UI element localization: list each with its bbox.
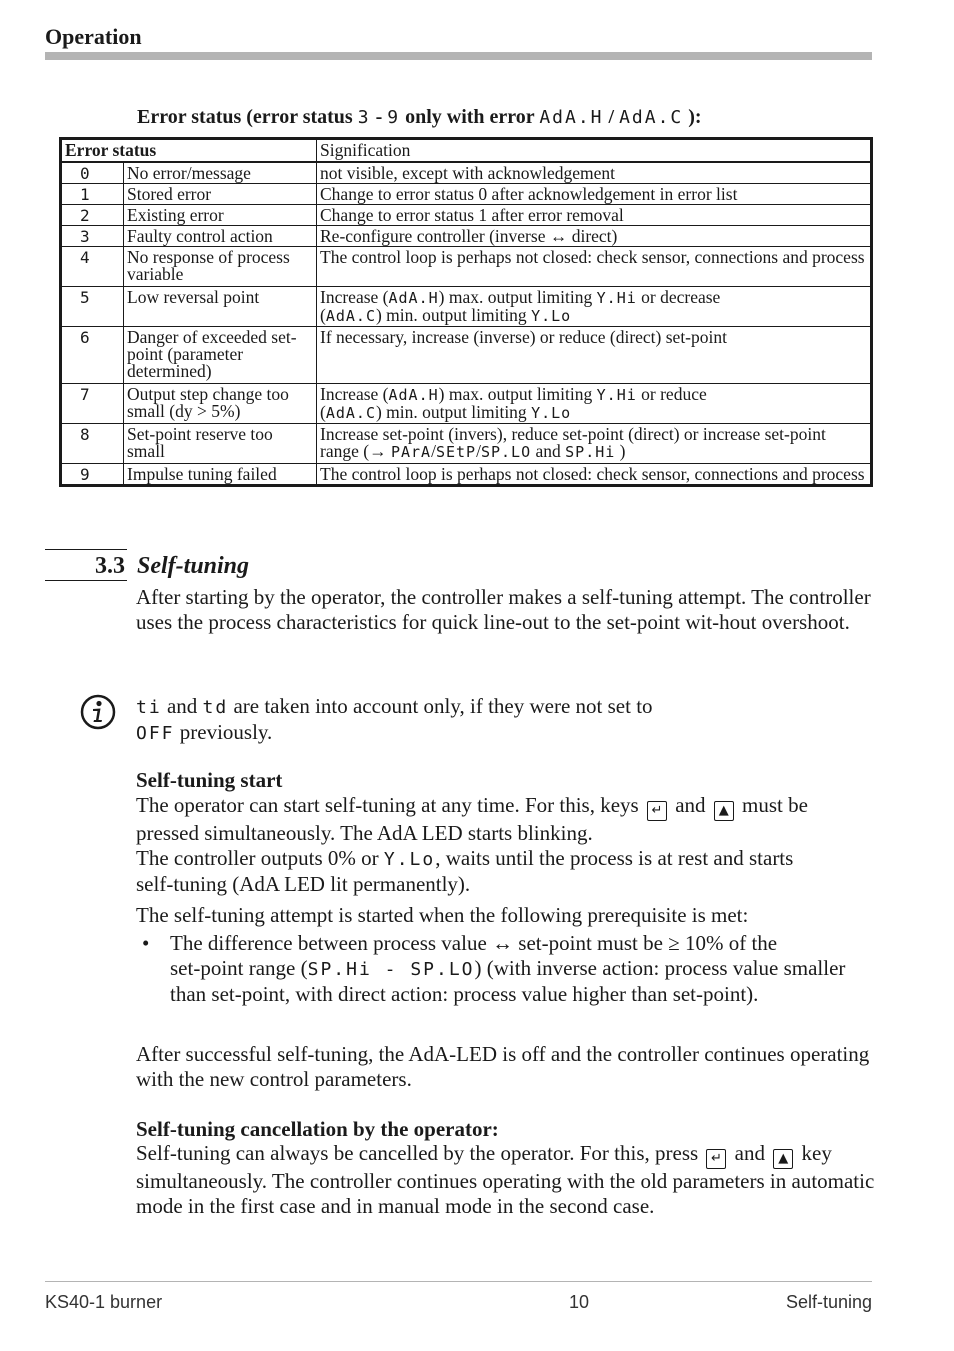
- start-text: The controller outputs 0% or: [136, 846, 379, 870]
- note-code-td: td: [202, 697, 229, 718]
- cancel-heading: Self-tuning cancellation by the operator:: [136, 1117, 499, 1141]
- sig-text: Increase set-point (invers), reduce set-point (direct) or increase set-point range (→: [320, 424, 826, 461]
- sig-text: ) min. output limiting: [375, 402, 527, 422]
- sig-text: (: [320, 305, 326, 325]
- prereq-text: ) (with inverse action: process value smaller: [474, 956, 846, 980]
- caption-text-a: Error status (error status: [137, 106, 353, 128]
- up-key-icon: ▲: [773, 1149, 793, 1169]
- table-row: [61, 327, 872, 384]
- table-row: [61, 287, 872, 327]
- error-code-cell: [61, 184, 124, 205]
- sig-code: Y.Lo: [531, 404, 572, 422]
- sig-text: or reduce: [641, 384, 707, 404]
- error-status-cell: Danger of exceeded set-point (parameter determined): [124, 327, 317, 384]
- error-code: 7: [80, 385, 91, 404]
- section-rule-top: [45, 549, 127, 550]
- sig-text: ) max. output limiting: [438, 287, 593, 307]
- signification-cell: Re-configure controller (inverse ↔ direct): [317, 226, 872, 247]
- start-paragraph: [136, 793, 876, 897]
- start-text: and: [675, 793, 706, 817]
- sig-text: ): [619, 441, 626, 461]
- error-code: 9: [80, 465, 91, 484]
- error-code-cell: [61, 287, 124, 327]
- page-number: 10: [569, 1292, 590, 1312]
- cancel-text: Self-tuning can always be cancelled by the operator. For this, press: [136, 1141, 699, 1165]
- signification-cell: Change to error status 0 after acknowledgement in error list: [317, 184, 872, 205]
- section-number: 3.3: [95, 553, 125, 579]
- prereq-text: The difference between process value ↔ set-point must be ≥ 10% of the: [170, 931, 778, 955]
- error-code: 2: [80, 206, 91, 225]
- sig-code: Y.Lo: [531, 307, 572, 325]
- note-text-b: previously.: [179, 720, 273, 744]
- signification-cell: [317, 384, 872, 424]
- error-code: 1: [80, 185, 91, 204]
- sig-code: AdA.H: [388, 386, 439, 404]
- sig-text: /: [431, 441, 436, 461]
- info-icon: [80, 694, 116, 730]
- sig-code: AdA.C: [325, 307, 376, 325]
- header-rule: [45, 52, 872, 60]
- table-header-row: [61, 139, 872, 163]
- sig-code: PArA: [390, 443, 432, 461]
- sig-code: SP.Hi: [565, 443, 616, 461]
- error-status-cell: Stored error: [124, 184, 317, 205]
- start-text: , waits until the process is at rest and starts: [435, 846, 794, 870]
- start-code: Y.Lo: [383, 849, 436, 870]
- error-status-cell: Set-point reserve too small: [124, 424, 317, 464]
- footer-rule: [45, 1281, 872, 1282]
- footer-document: KS40-1 burner: [45, 1292, 163, 1312]
- error-code-cell: [61, 226, 124, 247]
- start-text: The operator can start self-tuning at any time. For this, keys: [136, 793, 639, 817]
- signification-cell: The control loop is perhaps not closed: check sensor, connections and process: [317, 464, 872, 486]
- sig-code: SP.LO: [480, 443, 532, 461]
- sig-text: /: [476, 441, 481, 461]
- error-code-cell: [61, 384, 124, 424]
- error-code: 6: [80, 328, 91, 347]
- section-header: Operation: [45, 24, 142, 49]
- caption-code-to: 9: [387, 107, 401, 128]
- prereq-code: SP.Hi - SP.LO: [307, 959, 475, 980]
- cancel-text: key simultaneously. The controller continues operating with the old parameters in automatic mode in the first case and in manual mode in the second case.: [136, 1141, 875, 1218]
- error-status-cell: Existing error: [124, 205, 317, 226]
- sig-code: Y.Hi: [596, 289, 637, 307]
- error-status-table: [59, 137, 873, 487]
- start-text: self-tuning (AdA LED lit permanently).: [136, 872, 471, 896]
- bullet: •: [142, 931, 150, 955]
- section-title: Self-tuning: [137, 553, 250, 579]
- caption-text-b: only with error: [405, 106, 535, 128]
- error-code: 8: [80, 425, 91, 444]
- after-paragraph: After successful self-tuning, the AdA-LED is off and the controller continues operating with the new control parameters.: [136, 1042, 870, 1091]
- signification-cell: [317, 287, 872, 327]
- note-paragraph: [136, 694, 876, 746]
- signification-cell: If necessary, increase (inverse) or reduce (direct) set-point: [317, 327, 872, 384]
- cancel-paragraph: [136, 1141, 876, 1219]
- table-row: [61, 226, 872, 247]
- error-code: 4: [80, 248, 91, 267]
- error-code: 0: [80, 164, 91, 183]
- column-header-signification: Signification: [317, 139, 872, 163]
- footer-chapter: Self-tuning: [785, 1292, 872, 1312]
- table-row: [61, 162, 872, 184]
- cancel-text: and: [734, 1141, 765, 1165]
- caption-dash: -: [375, 106, 383, 128]
- error-status-cell: Impulse tuning failed: [124, 464, 317, 486]
- error-code: 3: [80, 227, 91, 246]
- caption-code-from: 3: [357, 107, 371, 128]
- error-code-cell: [61, 205, 124, 226]
- sig-text: ) min. output limiting: [375, 305, 527, 325]
- sig-code: SEtP: [435, 443, 477, 461]
- error-code: 5: [80, 288, 91, 307]
- error-status-cell: Faulty control action: [124, 226, 317, 247]
- column-header-error-status: Error status: [61, 139, 317, 163]
- error-status-cell: Low reversal point: [124, 287, 317, 327]
- start-text: pressed simultaneously. The AdA LED starts blinking.: [136, 821, 593, 845]
- error-status-cell: No response of process variable: [124, 247, 317, 287]
- table-row: [61, 424, 872, 464]
- error-code-cell: [61, 327, 124, 384]
- table-caption: [137, 106, 702, 129]
- sig-text: and: [535, 441, 561, 461]
- error-code-cell: [61, 424, 124, 464]
- enter-key-icon: ↵: [647, 801, 667, 821]
- signification-cell: The control loop is perhaps not closed: check sensor, connections and process: [317, 247, 872, 287]
- sig-text: or decrease: [641, 287, 721, 307]
- note-and: and: [166, 694, 198, 718]
- caption-slash: /: [608, 106, 615, 128]
- sig-text: Increase (: [320, 384, 389, 404]
- error-code-cell: [61, 247, 124, 287]
- table-row: [61, 464, 872, 486]
- signification-cell: not visible, except with acknowledgement: [317, 162, 872, 184]
- sig-code: Y.Hi: [596, 386, 637, 404]
- note-text-a: are taken into account only, if they were not set to: [233, 694, 653, 718]
- section-rule-bottom: [45, 580, 127, 581]
- intro-paragraph: After starting by the operator, the controller makes a self-tuning attempt. The controller uses the process characteristics for quick line-out to the set-point wit-hout overshoot.: [136, 585, 871, 634]
- error-code-cell: [61, 162, 124, 184]
- sig-text: (: [320, 402, 326, 422]
- error-status-cell: No error/message: [124, 162, 317, 184]
- table-row: [61, 205, 872, 226]
- prereq-item: [170, 931, 875, 1007]
- table-row: [61, 384, 872, 424]
- prereq-text: than set-point, with direct action: process value higher than set-point).: [170, 982, 759, 1006]
- prereq-text: set-point range (: [170, 956, 308, 980]
- signification-cell: Change to error status 1 after error removal: [317, 205, 872, 226]
- sig-text: Increase (: [320, 287, 389, 307]
- prereq-text: The self-tuning attempt is started when the following prerequisite is met:: [136, 903, 749, 927]
- start-text: must be: [742, 793, 808, 817]
- caption-code-1: AdA.H: [539, 107, 604, 128]
- table-row: [61, 247, 872, 287]
- start-heading: Self-tuning start: [136, 768, 283, 792]
- note-code-off: OFF: [136, 723, 175, 744]
- error-code-cell: [61, 464, 124, 486]
- signification-cell: [317, 424, 872, 464]
- sig-text: ) max. output limiting: [438, 384, 593, 404]
- caption-code-2: AdA.C: [619, 107, 684, 128]
- caption-end: ):: [688, 106, 702, 128]
- enter-key-icon: ↵: [706, 1149, 726, 1169]
- sig-code: AdA.C: [325, 404, 376, 422]
- note-code-ti: ti: [136, 697, 162, 718]
- sig-code: AdA.H: [388, 289, 439, 307]
- table-row: [61, 184, 872, 205]
- error-status-cell: Output step change too small (dy > 5%): [124, 384, 317, 424]
- up-key-icon: ▲: [714, 801, 734, 821]
